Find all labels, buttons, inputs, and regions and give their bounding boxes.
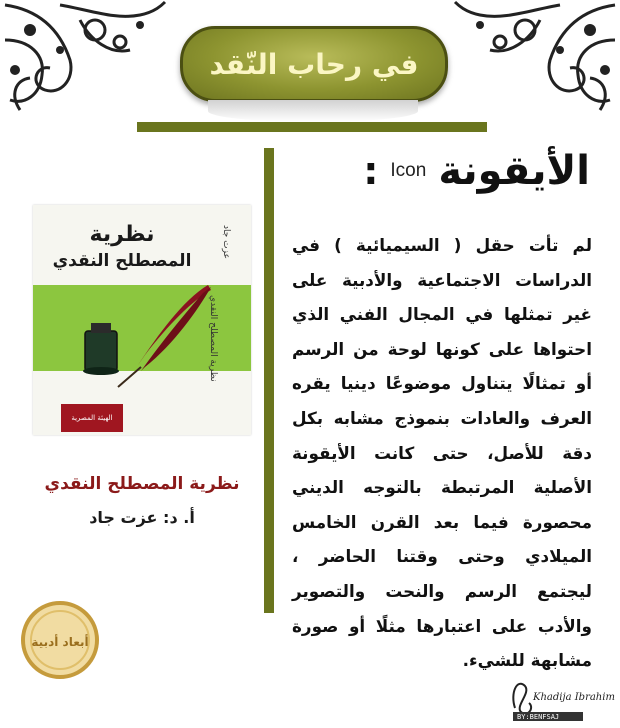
heading-arabic: الأيقونة [438,148,590,194]
book-caption-author: أ. د: عزت جاد [89,508,195,527]
cover-title-line2: المصطلح النقدي [52,251,192,271]
heading-colon: : [363,149,379,193]
publisher-logo: الهيئة المصرية [61,404,123,432]
quill-inkwell-icon [33,205,251,435]
heading-english: Icon [390,160,427,181]
signature-tag: BY:BENFSAJ [517,713,560,721]
cover-author: عزت جاد [221,225,231,259]
signature-mark [505,668,615,723]
vertical-divider [264,148,274,613]
banner-shadow [208,100,418,122]
cover-spine-text: نظرية المصطلح النقدي [208,295,218,382]
cover-title-line1: نظرية [89,222,155,247]
top-divider [137,122,487,132]
book-caption-title: نظرية المصطلح النقدي [44,474,240,494]
body-paragraph: لم تأت حقل ( السيميائية ) في الدراسات الاجتماعية والأدبية على غير تمثلها في المجال الفني الذي احتواها على كونها لوحة من الرسم أو تمثالًا يتناول موضوعًا دينيا يقره العرف والعادات بنموذج مشابه بكل دقة للأصل، حتى كانت الأيقونة الأصلية المرتبطة بالتوجه الديني محصورة فيما بعد القرن الخامس الميلادي وحتى وقتنا الحاضر ، ليجتمع الرسم والنحت والتصوير والأدب على اعتبارها مثلًا أو صورة مشابهة للشيء. [292,235,592,671]
emblem-text: أبعاد أدبية [31,635,89,649]
corner-ornament-right [450,0,620,125]
corner-ornament-left [0,0,170,125]
section-heading [363,148,590,194]
book-cover [33,205,251,435]
signature-name: Khadija Ibrahim [533,692,615,703]
banner-title: في رحاب النّقد [180,26,448,102]
emblem-logo [20,600,100,680]
